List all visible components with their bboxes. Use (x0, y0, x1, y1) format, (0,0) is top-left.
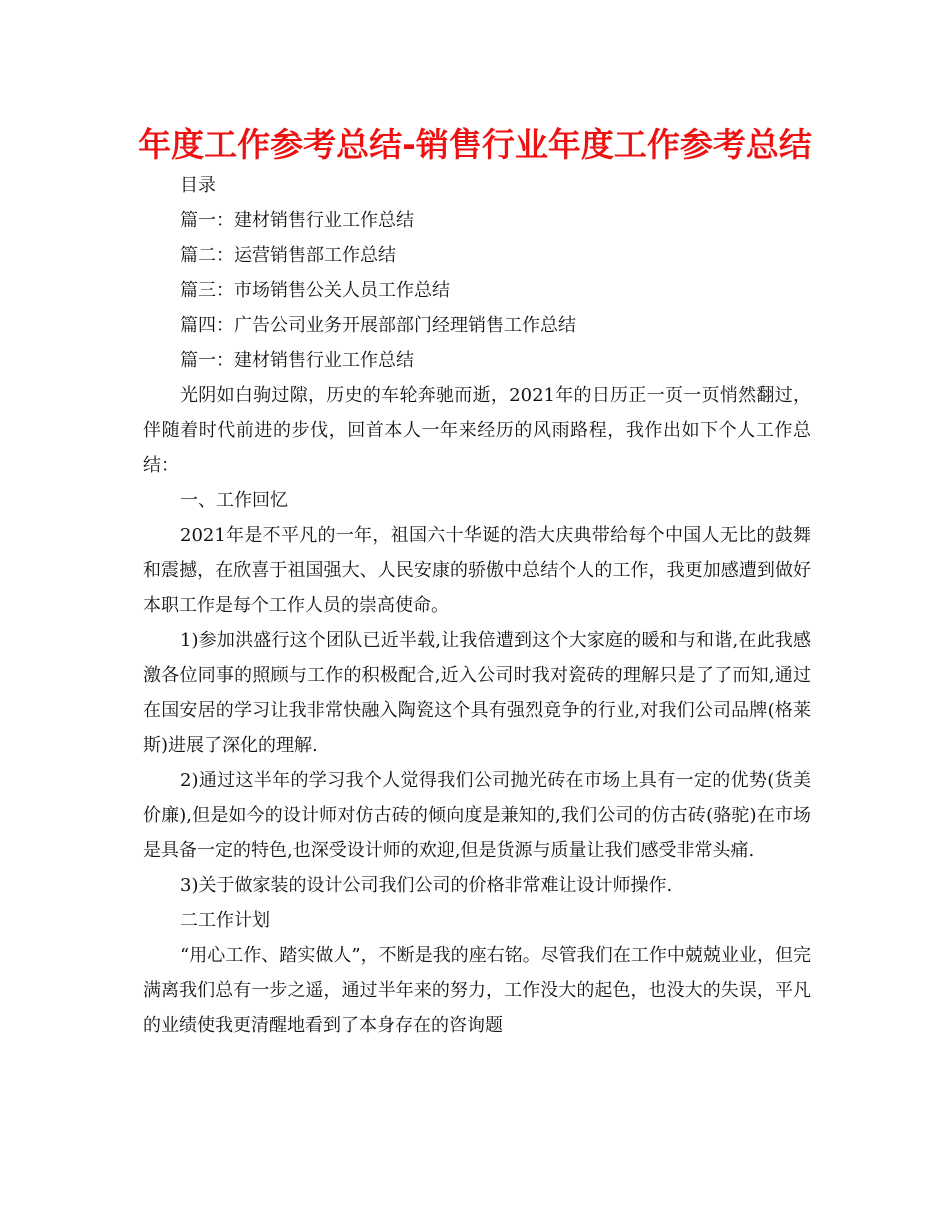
intro-paragraph: 光阴如白驹过隙，历史的车轮奔驰而逝，2021年的日历正一页一页悄然翻过，伴随着时代前进的步伐，回首本人一年来经历的风雨路程，我作出如下个人工作总结： (143, 385, 811, 476)
list-item-1: 1)参加洪盛行这个团队已近半载,让我倍遭到这个大家庭的暖和与和谐,在此我感激各位同事的照顾与工作的积极配合,近入公司时我对瓷砖的理解只是了了而知,通过在国安居的学习让我非常快融入陶瓷这个具有强烈竟争的行业,对我们公司品牌(格莱斯)进展了深化的理解. (143, 630, 811, 756)
document-body (143, 168, 811, 1043)
toc-item: 篇二：运营销售部工作总结 (180, 245, 396, 266)
toc-item: 篇四：广告公司业务开展部部门经理销售工作总结 (180, 315, 576, 336)
section-heading: 篇一：建材销售行业工作总结 (180, 350, 414, 371)
document-title: 年度工作参考总结-销售行业年度工作参考总结 (138, 125, 812, 164)
part1-paragraph: 2021年是不平凡的一年，祖国六十华诞的浩大庆典带给每个中国人无比的鼓舞和震撼，在欣喜于祖国强大、人民安康的骄傲中总结个人的工作，我更加感遭到做好本职工作是每个工作人员的崇高使命。 (143, 525, 811, 616)
part2-paragraph: “用心工作、踏实做人”，不断是我的座右铭。尽管我们在工作中兢兢业业，但完满离我们总有一步之遥，通过半年来的努力，工作没大的起色，也没大的失误，平凡的业绩使我更清醒地看到了本身存在的咨询题 (143, 945, 811, 1036)
part2-heading: 二工作计划 (180, 910, 270, 931)
toc-item: 篇一：建材销售行业工作总结 (180, 210, 414, 231)
toc-item: 篇三：市场销售公关人员工作总结 (180, 280, 450, 301)
list-item-2: 2)通过这半年的学习我个人觉得我们公司抛光砖在市场上具有一定的优势(货美价廉),但是如今的设计师对仿古砖的倾向度是兼知的,我们公司的仿古砖(骆驼)在市场是具备一定的特色,也深受设计师的欢迎,但是货源与质量让我们感受非常头痛. (143, 770, 811, 861)
toc-heading: 目录 (180, 175, 216, 196)
list-item-3: 3)关于做家装的设计公司我们公司的价格非常难让设计师操作. (180, 875, 673, 896)
part1-heading: 一、工作回忆 (180, 490, 288, 511)
